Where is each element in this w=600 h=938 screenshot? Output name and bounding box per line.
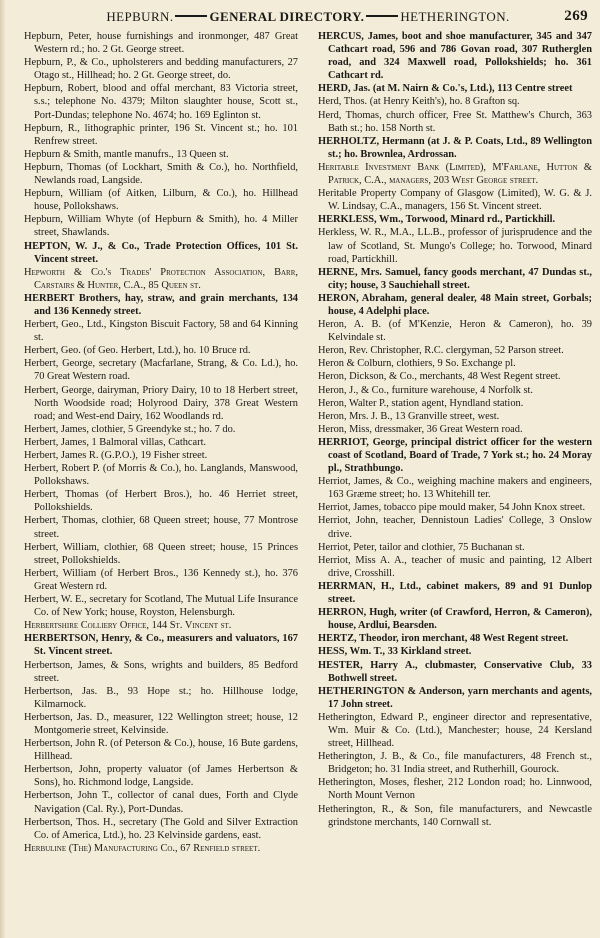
directory-entry: HERON, Abraham, general dealer, 48 Main street, Gorbals; house, 4 Adelphi place. [318,292,592,317]
directory-entry: Heron, Mrs. J. B., 13 Granville street, west. [318,410,500,422]
directory-entry: HERRON, Hugh, writer (of Crawford, Herron, & Cameron), house, Ardlui, Bearsden. [318,607,592,632]
directory-entry: Herriot, James, tobacco pipe mould maker, 54 John Knox street. [318,502,586,514]
header-dash-rule [175,15,207,17]
directory-entry: Heritable Property Company of Glasgow (Limited), W. G. & J. W. Lindsay, C.A., managers, 156 St. Vincent street. [318,188,592,213]
directory-entry: Herbert, Thomas, clothier, 68 Queen street; house, 77 Montrose street. [24,515,298,540]
directory-entry: Heritable Investment Bank (Limited), M'Farlane, Hutton & Patrick, C.A., managers, 203 West George street. [318,161,592,187]
directory-entry: HERBERTSON, Henry, & Co., measurers and valuators, 167 St. Vincent street. [24,633,298,658]
directory-entry: Herbuline (The) Manufacturing Co., 67 Renfield street. [24,842,261,854]
directory-entry: Herbert, James R. (G.P.O.), 19 Fisher street. [24,450,208,461]
directory-entry: Heron, A. B. (of M'Kenzie, Heron & Cameron), ho. 39 Kelvindale st. [318,319,592,344]
header-left-word: HEPBURN. [106,9,174,24]
directory-entry: Heron, Dickson, & Co., merchants, 48 West Regent street. [318,371,561,383]
directory-entry: Herbert, Geo. (of Geo. Herbert, Ltd.), ho. 10 Bruce rd. [24,345,251,357]
directory-entry: HERCUS, James, boot and shoe manufacturer, 345 and 347 Cathcart road, 596 and 786 Govan road, 307 Rutherglen road, and 324 Maxwell road, Pollokshields; ho. 361 Cathcart rd. [318,31,592,82]
directory-entry: Hetherington, Moses, flesher, 212 London road; ho. Linnwood, North Mount Vernon [318,777,592,802]
scan-edge-shadow [0,0,6,938]
page-number: 269 [564,8,588,24]
directory-entry: Herbert, James, clothier, 5 Greendyke st.; ho. 7 do. [24,423,236,435]
directory-entry: Herbertson, John R. (of Peterson & Co.), house, 16 Bute gardens, Hillhead. [24,738,298,763]
directory-entry: Hepburn, Robert, blood and offal merchant, 83 Victoria street, s.s.; telephone No. 4379; Milton slaughter house, Scott st., Port-Dundas; telephone No. 4674; ho. 169 Eglinton st. [24,83,298,121]
directory-entry: Herbertson, Jas. B., 93 Hope st.; ho. Hillhouse lodge, Kilmarnock. [24,685,298,710]
directory-entry: HERRMAN, H., Ltd., cabinet makers, 89 and 91 Dunlop street. [318,580,592,606]
directory-entry: Herbert, Robert P. (of Morris & Co.), ho. Langlands, Manswood, Pollokshaws. [24,463,298,488]
header-title: GENERAL DIRECTORY. [209,9,365,24]
directory-entry: Herriot, James, & Co., weighing machine makers and engineers, 163 Græme street; ho. 13 Whitehill ter. [318,476,592,501]
directory-entry: Herriot, Miss A. A., teacher of music and painting, 12 Albert drive, Crosshill. [318,554,592,579]
directory-entry: Herbert, William, clothier, 68 Queen street; house, 15 Princes street, Pollokshields. [24,541,298,566]
directory-entry: Herriot, Peter, tailor and clothier, 75 Buchanan st. [318,541,525,553]
directory-entry: Herbertshire Colliery Office, 144 St. Vincent st. [24,620,232,632]
directory-entry: HERRIOT, George, principal district officer for the western coast of Scotland, Board of Trade, 7 York st.; ho. 24 Moray pl., Strathbungo. [318,436,592,475]
directory-entry: Heron, Miss, dressmaker, 36 Great Western road. [318,423,523,435]
directory-entry: HERD, Jas. (at M. Nairn & Co.'s, Ltd.), 113 Centre street [318,83,573,95]
directory-entry: Hepburn, William (of Aitken, Lilburn, & Co.), ho. Hillhead house, Pollokshaws. [24,188,298,213]
left-column [24,30,298,855]
directory-entry: Herkless, W. R., M.A., LL.B., professor of jurisprudence and the law of Scotland, St. Mungo's College; ho. Torwood, Minard road, Partickhill. [318,227,592,265]
directory-entry: Heron, Walter P., station agent, Hyndland station. [318,397,524,409]
header-dash-rule [366,15,398,17]
header-right-word: HETHERINGTON. [400,9,510,24]
directory-entry: HERKLESS, Wm., Torwood, Minard rd., Partickhill. [318,214,556,226]
directory-entry: Hepburn, R., lithographic printer, 196 St. Vincent st.; ho. 101 Renfrew street. [24,122,298,147]
directory-entry: Hepburn & Smith, mantle manufrs., 13 Queen st. [24,148,229,160]
directory-entry: Herbert, James, 1 Balmoral villas, Cathcart. [24,436,207,448]
directory-entry: Heron & Colburn, clothiers, 9 So. Exchange pl. [318,358,516,370]
directory-entry: Heron, J., & Co., furniture warehouse, 4 Norfolk st. [318,384,533,396]
directory-entry: HETHERINGTON & Anderson, yarn merchants and agents, 17 John street. [318,685,592,710]
directory-columns [24,30,592,855]
directory-entry: Heron, Rev. Christopher, R.C. clergyman, 52 Parson street. [318,345,564,357]
directory-entry: Herbertson, John, property valuator (of James Herbertson & Sons), ho. Richmond lodge, Langside. [24,764,298,789]
directory-entry: Herbertson, Thos. H., secretary (The Gold and Silver Extraction Co. of America, Ltd.), ho. 23 Kelvinside gardens, east. [24,816,298,841]
directory-entry: HERHOLTZ, Hermann (at J. & P. Coats, Ltd., 89 Wellington st.; ho. Brownlea, Ardrossan. [318,135,592,160]
directory-entry: HESTER, Harry A., clubmaster, Conservative Club, 33 Bothwell street. [318,659,592,684]
directory-entry: HEPTON, W. J., & Co., Trade Protection Offices, 101 St. Vincent street. [24,240,298,265]
directory-entry: HERNE, Mrs. Samuel, fancy goods merchant, 47 Dundas st., city; house, 3 Sauchiehall street. [318,266,592,291]
directory-entry: Herbert, George, dairyman, Priory Dairy, 10 to 18 Herbert street, North Woodside road; Holyrood Dairy, 378 Great Western road; and West-end Dairy, 162 Woodlands rd. [24,384,298,422]
directory-entry: Herbert, William (of Herbert Bros., 136 Kennedy st.), ho. 376 Great Western rd. [24,567,298,592]
directory-entry: Hetherington, Edward P., engineer director and representative, Wm. Muir & Co. (Ltd.), Manchester; house, 24 Kersland street, Hillhead. [318,711,592,750]
directory-entry: HERBERT Brothers, hay, straw, and grain merchants, 134 and 136 Kennedy street. [24,292,298,317]
directory-entry: Hepburn, William Whyte (of Hepburn & Smith), ho. 4 Miller street, Shawlands. [24,214,298,239]
directory-entry: Hetherington, J. B., & Co., file manufacturers, 48 French st., Bridgeton; ho. 31 India street, and Rutherhill, Gourock. [318,751,592,776]
directory-entry: Hepburn, Peter, house furnishings and ironmonger, 487 Great Western rd.; ho. 2 Gt. George street. [24,31,298,56]
running-header [24,6,592,28]
directory-entry: Herriot, John, teacher, Dennistoun Ladies' College, 3 Onslow drive. [318,515,592,540]
directory-entry: Hepburn, P., & Co., upholsterers and bedding manufacturers, 27 Otago st., Hillhead; ho. 2 Gt. George street, do. [24,57,298,82]
directory-entry: Hetherington, R., & Son, file manufacturers, and Newcastle grindstone merchants, 140 Cornwall st. [318,803,592,828]
directory-entry: Hepburn, Thomas (of Lockhart, Smith & Co.), ho. Northfield, Newlands road, Langside. [24,161,298,187]
directory-entry: Herd, Thomas, church officer, Free St. Matthew's Church, 363 Bath st.; ho. 158 North st. [318,109,592,134]
directory-entry: HESS, Wm. T., 33 Kirkland street. [318,646,472,658]
directory-entry: Herbertson, James, & Sons, wrights and builders, 85 Bedford street. [24,659,298,684]
directory-entry: Herbert, George, secretary (Macfarlane, Strang, & Co. Ld.), ho. 70 Great Western road. [24,358,298,383]
directory-entry: Herbert, W. E., secretary for Scotland, The Mutual Life Insurance Co. of New York; house, Royston, Helensburgh. [24,594,298,619]
directory-entry: Herbertson, John T., collector of canal dues, Forth and Clyde Navigation (Cal. Ry.), Port-Dundas. [24,790,298,815]
directory-entry: Hepworth & Co.'s Trades' Protection Association, Barr, Carstairs & Hunter, C.A., 85 Queen st. [24,266,298,291]
directory-entry: Herbert, Thomas (of Herbert Bros.), ho. 46 Herriet street, Pollokshields. [24,489,298,514]
directory-entry: Herbertson, Jas. D., measurer, 122 Wellington street; house, 12 Montgomerie street, Kelvinside. [24,711,298,736]
directory-entry: Herbert, Geo., Ltd., Kingston Biscuit Factory, 58 and 64 Kinning st. [24,319,298,344]
directory-entry: Herd, Thos. (at Henry Keith's), ho. 8 Grafton sq. [318,96,520,108]
directory-entry: HERTZ, Theodor, iron merchant, 48 West Regent street. [318,633,569,645]
right-column [318,30,592,855]
